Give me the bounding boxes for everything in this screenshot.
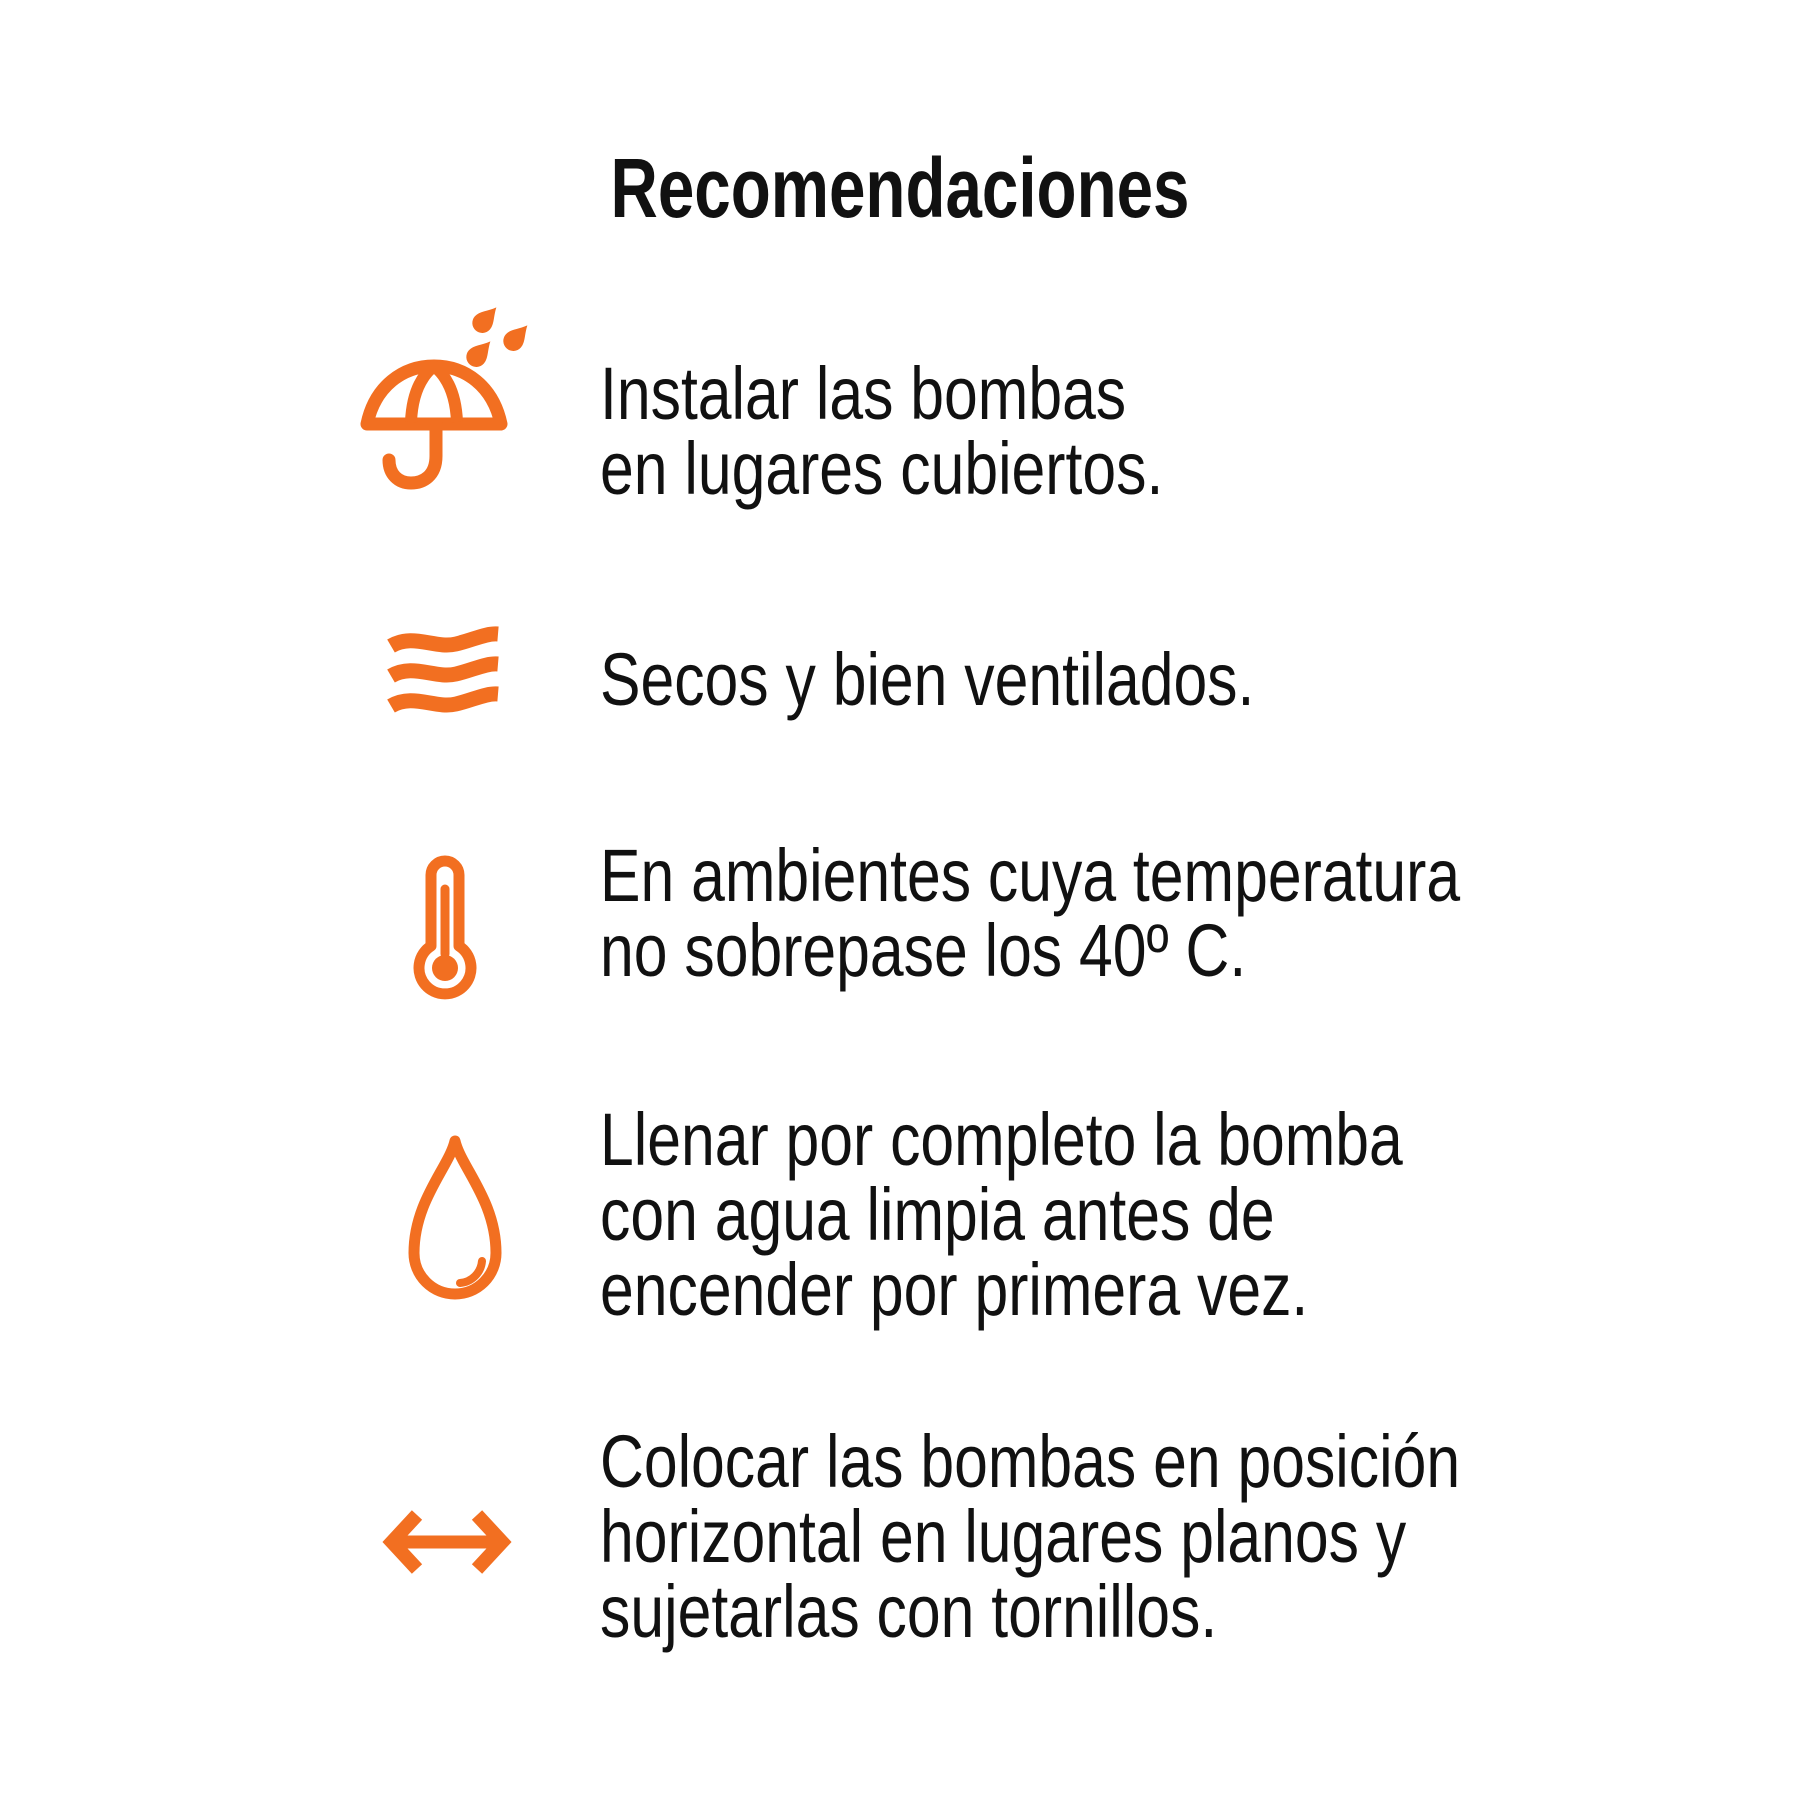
- water-drop-icon: [400, 1133, 510, 1303]
- item-text-line: Instalar las bombas: [600, 352, 1127, 435]
- item-text-line: Llenar por completo la bomba: [600, 1098, 1403, 1181]
- item-text-line: Colocar las bombas en posición: [600, 1420, 1461, 1503]
- air-waves-icon: [389, 625, 500, 717]
- thermometer-icon: [408, 851, 482, 1002]
- recommendation-item-1: [600, 352, 1164, 510]
- recommendation-item-4: [600, 1098, 1403, 1331]
- recommendation-item-5: [600, 1420, 1461, 1653]
- item-text-line: sujetarlas con tornillos.: [600, 1570, 1218, 1653]
- page-title: Recomendaciones: [610, 141, 1190, 235]
- double-horizontal-arrow-icon: [386, 1510, 508, 1574]
- item-text-line: En ambientes cuya temperatura: [600, 834, 1461, 917]
- item-text-line: encender por primera vez.: [600, 1248, 1309, 1331]
- item-text-line: con agua limpia antes de: [600, 1173, 1275, 1256]
- umbrella-rain-icon: [363, 300, 533, 490]
- item-text-line: en lugares cubiertos.: [600, 427, 1164, 510]
- item-text-line: no sobrepase los 40º C.: [600, 909, 1247, 992]
- recommendation-item-3: [600, 834, 1461, 992]
- recommendation-item-2: [600, 638, 1255, 721]
- item-text-line: Secos y bien ventilados.: [600, 638, 1255, 721]
- item-text-line: horizontal en lugares planos y: [600, 1495, 1407, 1578]
